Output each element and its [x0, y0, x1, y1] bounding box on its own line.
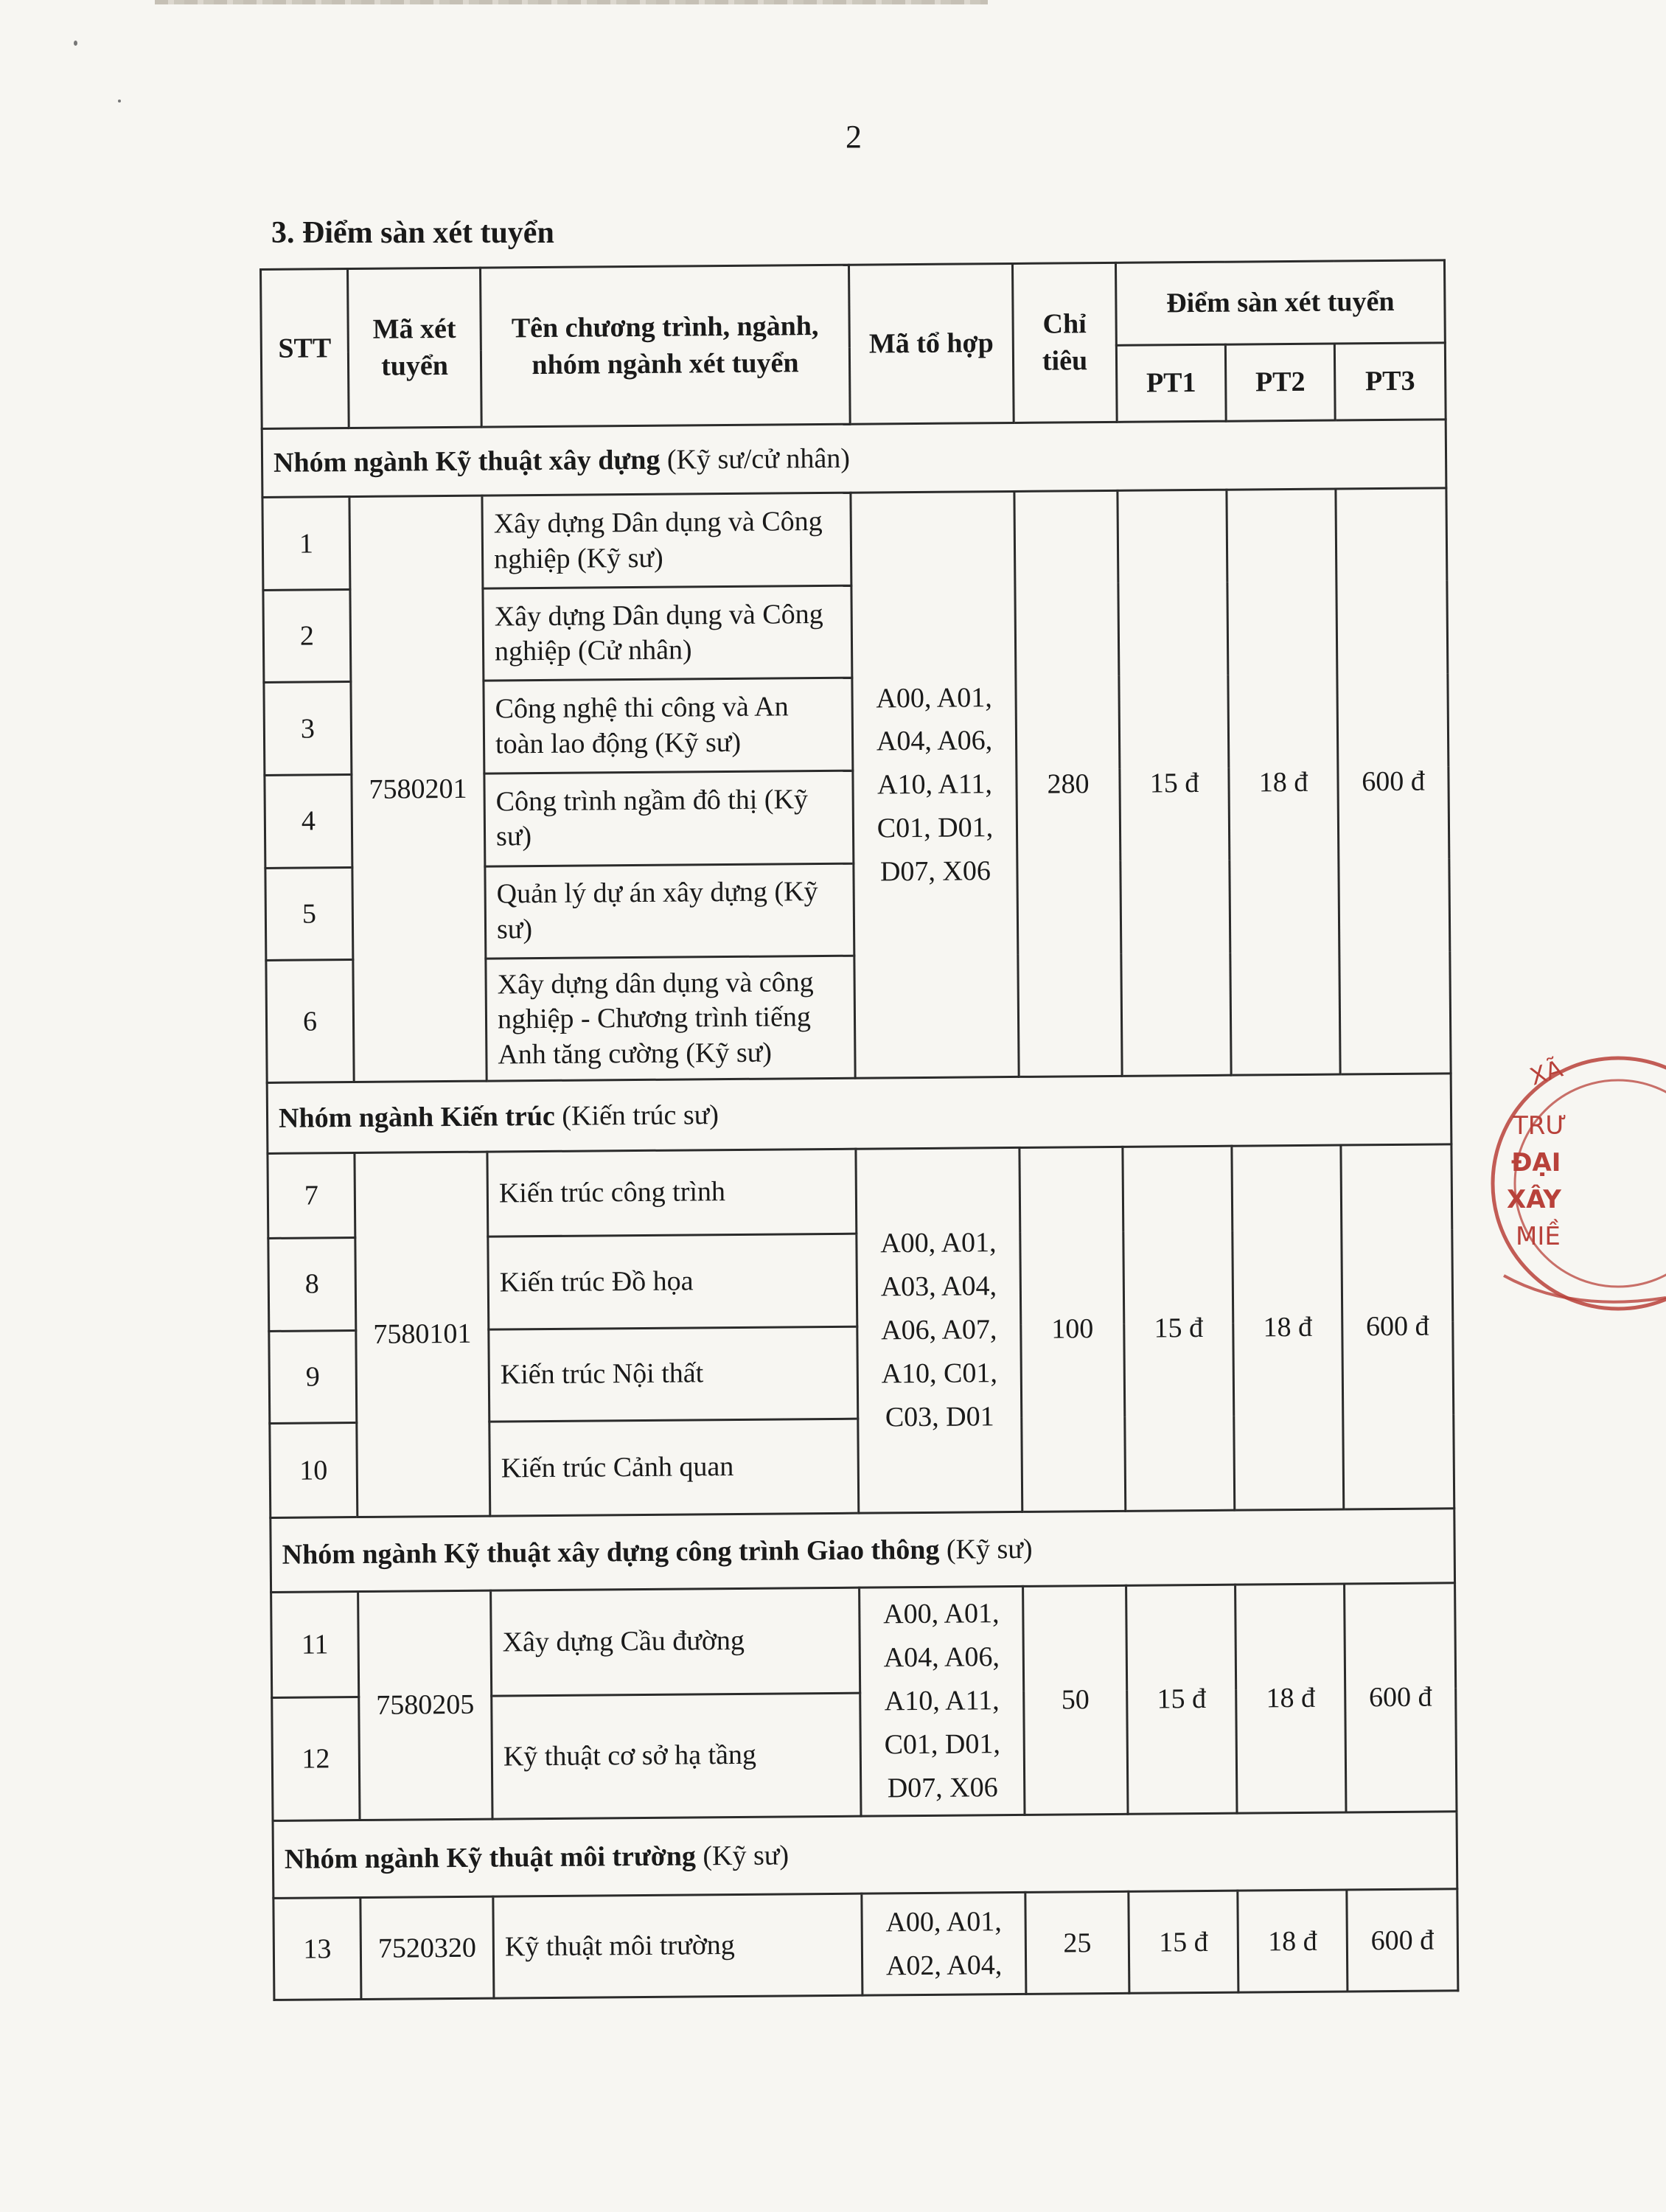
header-code: Mã xét tuyển: [348, 268, 482, 428]
stt-cell: 2: [263, 589, 351, 683]
pt2-cell: 18 đ: [1227, 489, 1340, 1075]
combo-cell: A00, A01, A03, A04, A06, A07, A10, C01, C03, D01: [856, 1147, 1022, 1513]
combo-cell: A00, A01, A02, A04,: [862, 1892, 1026, 1995]
stt-cell: 13: [273, 1898, 361, 2000]
header-floor-score: Điểm sàn xét tuyển: [1115, 260, 1445, 345]
program-cell: Kiến trúc Nội thất: [489, 1326, 858, 1422]
stt-cell: 1: [262, 497, 350, 591]
group-title: Nhóm ngành Kỹ thuật xây dựng (Kỹ sư/cử nhân): [262, 420, 1446, 498]
pt3-cell: 600 đ: [1345, 1583, 1457, 1812]
pt1-cell: 15 đ: [1126, 1585, 1237, 1814]
admission-floor-table: [259, 259, 1459, 2001]
combo-cell: A00, A01, A04, A06, A10, A11, C01, D01, D07, X06: [860, 1587, 1025, 1816]
header-pt1: PT1: [1116, 344, 1226, 422]
scan-speck: [74, 41, 77, 46]
header-combo: Mã tổ hợp: [848, 263, 1014, 424]
program-cell: Quản lý dự án xây dựng (Kỹ sư): [485, 863, 854, 959]
code-cell: 7520320: [360, 1896, 494, 1999]
pt3-cell: 600 đ: [1341, 1144, 1454, 1509]
pt2-cell: 18 đ: [1238, 1890, 1348, 1992]
stt-cell: 8: [268, 1238, 356, 1332]
stt-cell: 5: [265, 867, 353, 961]
quota-cell: 25: [1025, 1891, 1129, 1994]
group-title: Nhóm ngành Kỹ thuật môi trường (Kỹ sư): [273, 1811, 1457, 1898]
pt3-cell: 600 đ: [1347, 1889, 1458, 1992]
header-stt: STT: [261, 269, 349, 429]
stt-cell: 12: [272, 1697, 360, 1820]
pt2-cell: 18 đ: [1235, 1584, 1346, 1813]
program-cell: Xây dựng Dân dụng và Công nghiệp (Kỹ sư): [482, 493, 851, 588]
stt-cell: 4: [265, 775, 352, 869]
svg-text:MIỀ: MIỀ: [1516, 1222, 1561, 1251]
combo-cell: A00, A01, A04, A06, A10, A11, C01, D01, D07, X06: [851, 492, 1019, 1079]
group-row: [267, 1074, 1451, 1153]
stt-cell: 11: [271, 1592, 359, 1697]
code-cell: 7580101: [355, 1152, 490, 1517]
header-pt3: PT3: [1334, 343, 1446, 420]
header-pt2: PT2: [1225, 344, 1335, 421]
program-cell: Công trình ngầm đô thị (Kỹ sư): [484, 771, 854, 866]
group-row: [273, 1811, 1457, 1898]
header-program: Tên chương trình, ngành, nhóm ngành xét tuyển: [481, 265, 851, 427]
program-cell: Kiến trúc Đồ họa: [488, 1234, 857, 1329]
program-cell: Xây dựng Cầu đường: [491, 1587, 860, 1695]
stt-cell: 7: [268, 1152, 355, 1238]
section-title: 3. Điểm sàn xét tuyển: [271, 216, 554, 250]
seal-graphic: [1489, 1032, 1666, 1327]
program-cell: Kiến trúc Cảnh quan: [489, 1419, 859, 1516]
stt-cell: 9: [269, 1330, 357, 1424]
scan-edge-mark: [155, 0, 988, 4]
official-seal: [1489, 1032, 1666, 1327]
program-cell: Kỹ thuật cơ sở hạ tầng: [492, 1693, 861, 1819]
svg-text:XÃ: XÃ: [1526, 1054, 1566, 1091]
pt1-cell: 15 đ: [1123, 1146, 1235, 1511]
group-row: [271, 1509, 1455, 1593]
pt3-cell: 600 đ: [1336, 488, 1451, 1074]
table-row: [273, 1889, 1458, 2000]
pt2-cell: 18 đ: [1232, 1145, 1344, 1510]
stt-cell: 10: [270, 1423, 358, 1518]
stt-cell: 6: [266, 960, 354, 1083]
group-row: [262, 420, 1446, 498]
table-row: [262, 488, 1447, 590]
code-cell: 7580205: [358, 1590, 492, 1820]
group-title: Nhóm ngành Kỹ thuật xây dựng công trình Giao thông (Kỹ sư): [271, 1509, 1455, 1593]
stt-cell: 3: [264, 682, 352, 776]
program-cell: Xây dựng Dân dụng và Công nghiệp (Cử nhân): [483, 585, 852, 681]
program-cell: Kiến trúc công trình: [487, 1149, 857, 1237]
svg-text:ĐẠI: ĐẠI: [1511, 1148, 1561, 1178]
program-cell: Công nghệ thi công và An toàn lao động (Kỹ sư): [484, 678, 853, 774]
header-quota: Chỉ tiêu: [1012, 262, 1117, 422]
svg-text:TRƯ: TRƯ: [1513, 1111, 1567, 1141]
pt1-cell: 15 đ: [1118, 490, 1231, 1076]
page-number: 2: [846, 119, 862, 155]
table-row: [271, 1583, 1456, 1697]
program-cell: Xây dựng dân dụng và công nghiệp - Chương trình tiếng Anh tăng cường (Kỹ sư): [486, 956, 855, 1081]
pt1-cell: 15 đ: [1129, 1891, 1238, 1993]
code-cell: 7580201: [349, 495, 487, 1082]
program-cell: Kỹ thuật môi trường: [493, 1893, 862, 1998]
quota-cell: 280: [1014, 491, 1122, 1077]
quota-cell: 50: [1023, 1586, 1128, 1815]
group-title: Nhóm ngành Kiến trúc (Kiến trúc sư): [267, 1074, 1451, 1153]
quota-cell: 100: [1020, 1147, 1126, 1512]
scan-speck: [118, 100, 121, 102]
svg-text:XÂY: XÂY: [1507, 1185, 1561, 1214]
table-row: [268, 1144, 1452, 1238]
